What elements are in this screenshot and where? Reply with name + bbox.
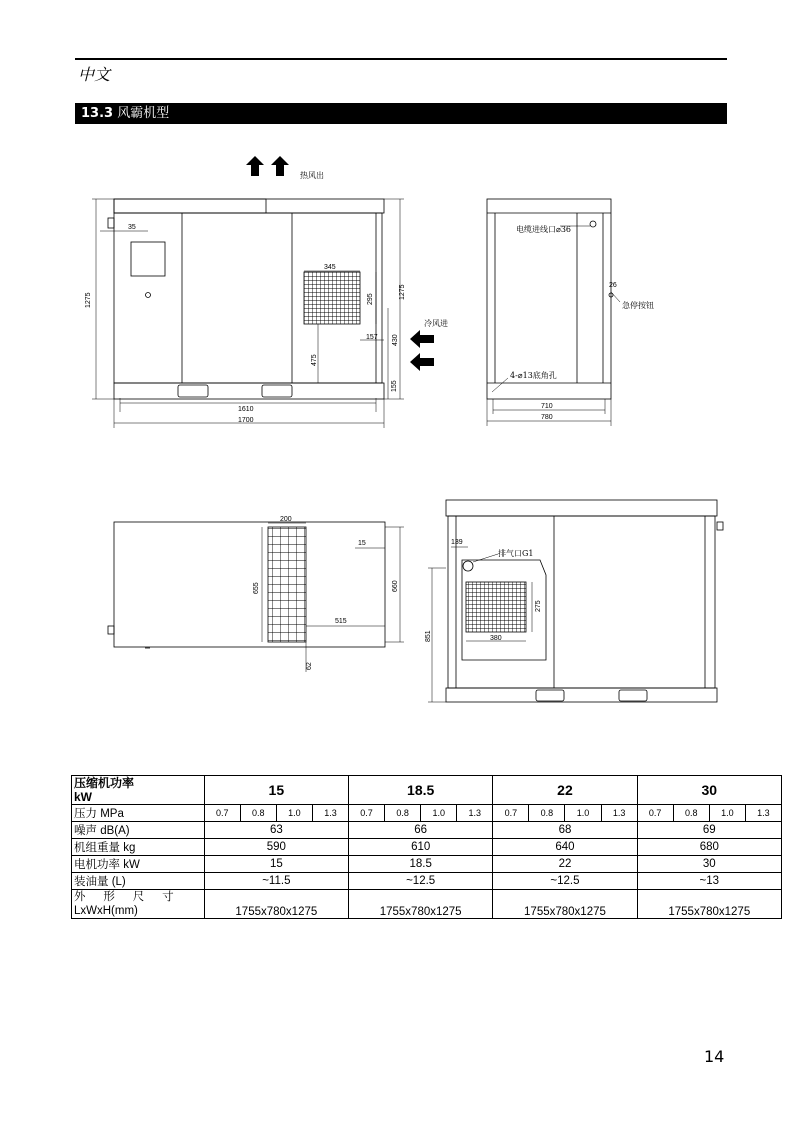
noise-value: 63 bbox=[204, 822, 348, 839]
noise-row bbox=[72, 822, 782, 839]
oil-label: 装油量 (L) bbox=[72, 873, 205, 890]
pressure-value: 0.7 bbox=[204, 805, 240, 822]
pressure-value: 1.3 bbox=[745, 805, 781, 822]
header-language: 中文 bbox=[78, 65, 111, 84]
section-title: 风霸机型 bbox=[117, 106, 170, 121]
power-label: 压缩机功率 bbox=[74, 776, 135, 790]
pressure-value: 0.7 bbox=[349, 805, 385, 822]
oil-value: ~11.5 bbox=[204, 873, 348, 890]
dim-35: 35 bbox=[128, 224, 136, 231]
front-view bbox=[85, 156, 448, 428]
cold-air-in-label: 冷风进 bbox=[424, 319, 448, 328]
power-row bbox=[72, 776, 782, 805]
pressure-value: 1.0 bbox=[276, 805, 312, 822]
spec-table bbox=[71, 775, 782, 919]
dim-430: 430 bbox=[392, 334, 399, 346]
pressure-value: 1.0 bbox=[565, 805, 601, 822]
model-power: 30 bbox=[637, 776, 781, 805]
noise-value: 66 bbox=[349, 822, 493, 839]
dim-15: 15 bbox=[358, 540, 366, 547]
model-power: 15 bbox=[204, 776, 348, 805]
dim-26: 26 bbox=[609, 282, 617, 289]
power-unit: kW bbox=[74, 790, 92, 804]
pressure-row bbox=[72, 805, 782, 822]
side-view bbox=[487, 199, 654, 426]
dim-1700: 1700 bbox=[238, 417, 254, 424]
hot-air-out-label: 热风出 bbox=[300, 171, 324, 180]
hot-air-arrows-icon bbox=[246, 156, 289, 176]
top-view bbox=[108, 516, 404, 672]
dims-value: 1755x780x1275 bbox=[493, 890, 637, 919]
noise-value: 69 bbox=[637, 822, 781, 839]
dim-155: 155 bbox=[391, 380, 398, 392]
foot-holes-label: 4-⌀13底角孔 bbox=[510, 371, 557, 380]
weight-value: 680 bbox=[637, 839, 781, 856]
pressure-value: 1.3 bbox=[601, 805, 637, 822]
model-power: 22 bbox=[493, 776, 637, 805]
oil-value: ~12.5 bbox=[493, 873, 637, 890]
dim-275: 275 bbox=[535, 600, 542, 612]
oil-value: ~13 bbox=[637, 873, 781, 890]
pressure-value: 0.8 bbox=[529, 805, 565, 822]
dims-char: 外 bbox=[74, 891, 86, 903]
noise-label: 噪声 dB(A) bbox=[72, 822, 205, 839]
motor-label: 电机功率 kW bbox=[72, 856, 205, 873]
dim-1275-right: 1275 bbox=[399, 284, 406, 300]
page-number: 14 bbox=[704, 1047, 725, 1066]
model-power: 18.5 bbox=[349, 776, 493, 805]
exhaust-label: 排气口G1 bbox=[498, 549, 534, 558]
dim-380: 380 bbox=[490, 635, 502, 642]
oil-value: ~12.5 bbox=[349, 873, 493, 890]
pressure-value: 1.0 bbox=[709, 805, 745, 822]
pressure-value: 0.7 bbox=[637, 805, 673, 822]
dim-515: 515 bbox=[335, 618, 347, 625]
dim-295: 295 bbox=[367, 293, 374, 305]
pressure-value: 0.8 bbox=[240, 805, 276, 822]
cold-air-arrows-icon bbox=[410, 330, 434, 371]
weight-row bbox=[72, 839, 782, 856]
dim-660: 660 bbox=[392, 580, 399, 592]
dims-char: 形 bbox=[103, 891, 115, 903]
dims-label-cell bbox=[72, 890, 205, 919]
dims-row bbox=[72, 890, 782, 919]
motor-value: 22 bbox=[493, 856, 637, 873]
pressure-value: 1.0 bbox=[421, 805, 457, 822]
dim-1275-left: 1275 bbox=[85, 292, 92, 308]
noise-value: 68 bbox=[493, 822, 637, 839]
motor-row bbox=[72, 856, 782, 873]
dim-780: 780 bbox=[541, 414, 553, 421]
power-label-cell bbox=[72, 776, 205, 805]
dim-1610: 1610 bbox=[238, 406, 254, 413]
dims-unit: LxWxH(mm) bbox=[74, 905, 138, 917]
pressure-value: 0.8 bbox=[385, 805, 421, 822]
dims-char: 尺 bbox=[132, 891, 145, 903]
dim-157: 157 bbox=[366, 334, 378, 341]
dim-851: 851 bbox=[425, 630, 432, 642]
dim-710: 710 bbox=[541, 403, 553, 410]
dim-200: 200 bbox=[280, 516, 292, 523]
dim-62: 62 bbox=[306, 662, 313, 670]
weight-value: 590 bbox=[204, 839, 348, 856]
pressure-value: 1.3 bbox=[312, 805, 348, 822]
dim-475: 475 bbox=[311, 354, 318, 366]
dims-value: 1755x780x1275 bbox=[204, 890, 348, 919]
pressure-value: 1.3 bbox=[457, 805, 493, 822]
rear-view bbox=[425, 500, 723, 702]
dim-345: 345 bbox=[324, 264, 336, 271]
dims-char: 寸 bbox=[162, 891, 174, 903]
pressure-value: 0.8 bbox=[673, 805, 709, 822]
motor-value: 18.5 bbox=[349, 856, 493, 873]
estop-label: 急停按钮 bbox=[622, 301, 654, 310]
dims-value: 1755x780x1275 bbox=[349, 890, 493, 919]
weight-value: 640 bbox=[493, 839, 637, 856]
dim-655: 655 bbox=[253, 582, 260, 594]
weight-label: 机组重量 kg bbox=[72, 839, 205, 856]
cable-entry-label: 电缆进线口⌀36 bbox=[516, 225, 571, 234]
pressure-label: 压力 MPa bbox=[72, 805, 205, 822]
oil-row bbox=[72, 873, 782, 890]
dims-value: 1755x780x1275 bbox=[637, 890, 781, 919]
dim-139: 139 bbox=[451, 539, 463, 546]
weight-value: 610 bbox=[349, 839, 493, 856]
motor-value: 15 bbox=[204, 856, 348, 873]
section-number: 13.3 bbox=[81, 106, 114, 121]
pressure-value: 0.7 bbox=[493, 805, 529, 822]
motor-value: 30 bbox=[637, 856, 781, 873]
